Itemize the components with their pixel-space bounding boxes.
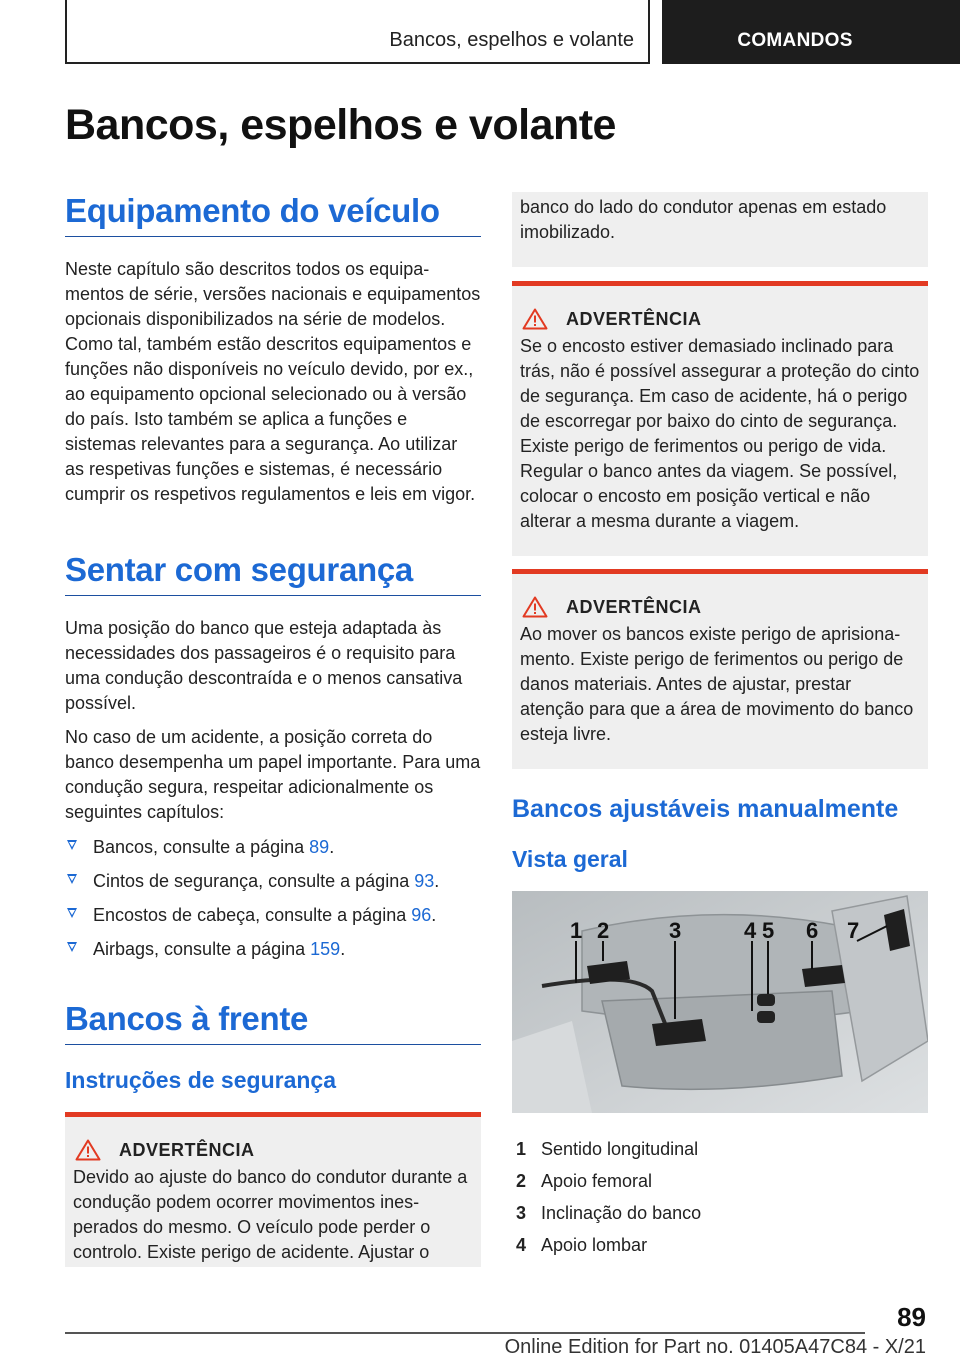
heading-instrucoes: Instruções de segurança: [65, 1067, 336, 1093]
bullet-triangle-icon: [67, 942, 77, 952]
page-link[interactable]: 159: [310, 939, 341, 959]
header-tab[interactable]: [662, 0, 960, 64]
legend-number: 4: [516, 1235, 527, 1255]
warning-triangle-icon: [75, 1139, 101, 1161]
page-number: 89: [897, 1302, 926, 1332]
warning-triangle-icon: [522, 596, 548, 618]
legend-item: [512, 1133, 928, 1165]
warning-box-1: [65, 1112, 481, 1267]
legend-text: Apoio lombar: [541, 1235, 648, 1255]
legend-item: [512, 1165, 928, 1197]
header-frame: [65, 0, 650, 64]
heading-bancos-ajustaveis: Bancos ajustáveis manualmente: [512, 795, 899, 823]
warning-3-text: Ao mover os bancos existe perigo de aprisionamento. Existe perigo de ferimentos ou perigo de danos materiais. Antes de ajustar, prestar atenção para que a área de movimento do banco esteja livre.: [520, 624, 914, 744]
heading-sentar: Sentar com segurança: [65, 551, 481, 596]
legend-number: 2: [516, 1171, 527, 1191]
legend-number: 3: [516, 1203, 527, 1223]
list-item: Bancos, consulte a página 89.: [65, 835, 481, 860]
header-section-title: Bancos, espelhos e volante: [389, 29, 634, 51]
warning-1-text: Devido ao ajuste do banco do condutor durante a condução podem ocorrer movimentos inesperados do mesmo. O veículo pode perder o controlo. Existe perigo de acidente. Ajustar o: [73, 1167, 468, 1262]
heading-vista-geral: Vista geral: [512, 846, 628, 872]
warning-label: ADVERTÊNCIA: [566, 596, 702, 617]
page-title: Bancos, espelhos e volante: [65, 101, 616, 149]
warning-1-text-continued: banco do lado do condutor apenas em estado imobilizado.: [520, 197, 887, 242]
heading-bancos-frente: Bancos à frente: [65, 1000, 481, 1045]
list-item: Encostos de cabeça, consulte a página 96.: [65, 903, 481, 928]
figure-label: 4: [744, 918, 757, 943]
warning-header: [73, 1139, 473, 1161]
figure-label: 1: [570, 918, 583, 943]
seat-controls-figure: [512, 891, 928, 1113]
legend-item: [512, 1197, 928, 1229]
figure-label: 2: [597, 918, 610, 943]
warning-2-text: Se o encosto estiver demasiado inclinado para trás, não é possível assegurar a proteção do cinto de segurança. Em caso de acidente, há o perigo de escorregar por baixo do cinto de segurança. Existe perigo de ferimentos ou perigo de vida. Regular o banco antes da viagem. Se possível, colocar o encosto em posição vertical e não alterar a mesma durante a viagem.: [520, 336, 920, 531]
seat-illustration: [512, 891, 928, 1113]
figure-label: 6: [806, 918, 819, 943]
bullet-triangle-icon: [67, 840, 77, 850]
figure-label: 7: [847, 918, 860, 943]
header-tab-label: COMANDOS: [737, 30, 853, 51]
page-link[interactable]: 89: [309, 837, 330, 857]
figure-legend: [512, 1133, 928, 1261]
sentar-para-2: No caso de um acidente, a posição correta do banco desempenha um papel importante. Para uma condução segura, respeitar adicionalmente os seguintes capítulos:: [65, 727, 481, 822]
warning-box-3: [512, 569, 928, 769]
figure-label: 3: [669, 918, 682, 943]
warning-header: [520, 308, 920, 330]
legend-text: Apoio femoral: [541, 1171, 653, 1191]
legend-text: Inclinação do banco: [541, 1203, 702, 1223]
bullet-triangle-icon: [67, 908, 77, 918]
warning-label: ADVERTÊNCIA: [119, 1139, 255, 1160]
equipamento-text: Neste capítulo são descritos todos os equipamentos de série, versões nacionais e equipamentos opcionais disponibilizados na série de modelos. Como tal, também estão descritos equipamentos e funções não disponíveis no veículo devido, por ex., ao equipamento opcional selecionado ou à versão do país. Isto também se aplica a funções e sistemas relevantes para a segurança. Ao utilizar as respetivas funções e sistemas, é necessário cumprir os respetivos regulamentos e leis em vigor.: [65, 259, 481, 504]
footer-divider: [65, 1332, 865, 1334]
legend-text: Sentido longitudinal: [541, 1139, 699, 1159]
sentar-para-1: Uma posição do banco que esteja adaptada às necessidades dos passageiros é o requisito para uma condução descontraída e o menos cansativa possível.: [65, 618, 463, 713]
left-column: [65, 192, 481, 1267]
heading-equipamento: Equipamento do veículo: [65, 192, 481, 237]
right-column: [512, 192, 928, 1261]
warning-triangle-icon: [522, 308, 548, 330]
legend-item: [512, 1229, 928, 1261]
warning-box-2: [512, 281, 928, 556]
warning-header: [520, 596, 920, 618]
bullet-triangle-icon: [67, 874, 77, 884]
legend-number: 1: [516, 1139, 527, 1159]
figure-label: 5: [762, 918, 775, 943]
warning-box-1-continued: [512, 192, 928, 267]
warning-label: ADVERTÊNCIA: [566, 308, 702, 329]
list-item: Cintos de segurança, consulte a página 93.: [65, 869, 481, 894]
page-link[interactable]: 93: [414, 871, 435, 891]
list-item: Airbags, consulte a página 159.: [65, 937, 481, 962]
footer-edition: Online Edition for Part no. 01405A47C84 - X/21: [504, 1336, 926, 1358]
reference-list: [65, 835, 481, 962]
page-link[interactable]: 96: [411, 905, 432, 925]
